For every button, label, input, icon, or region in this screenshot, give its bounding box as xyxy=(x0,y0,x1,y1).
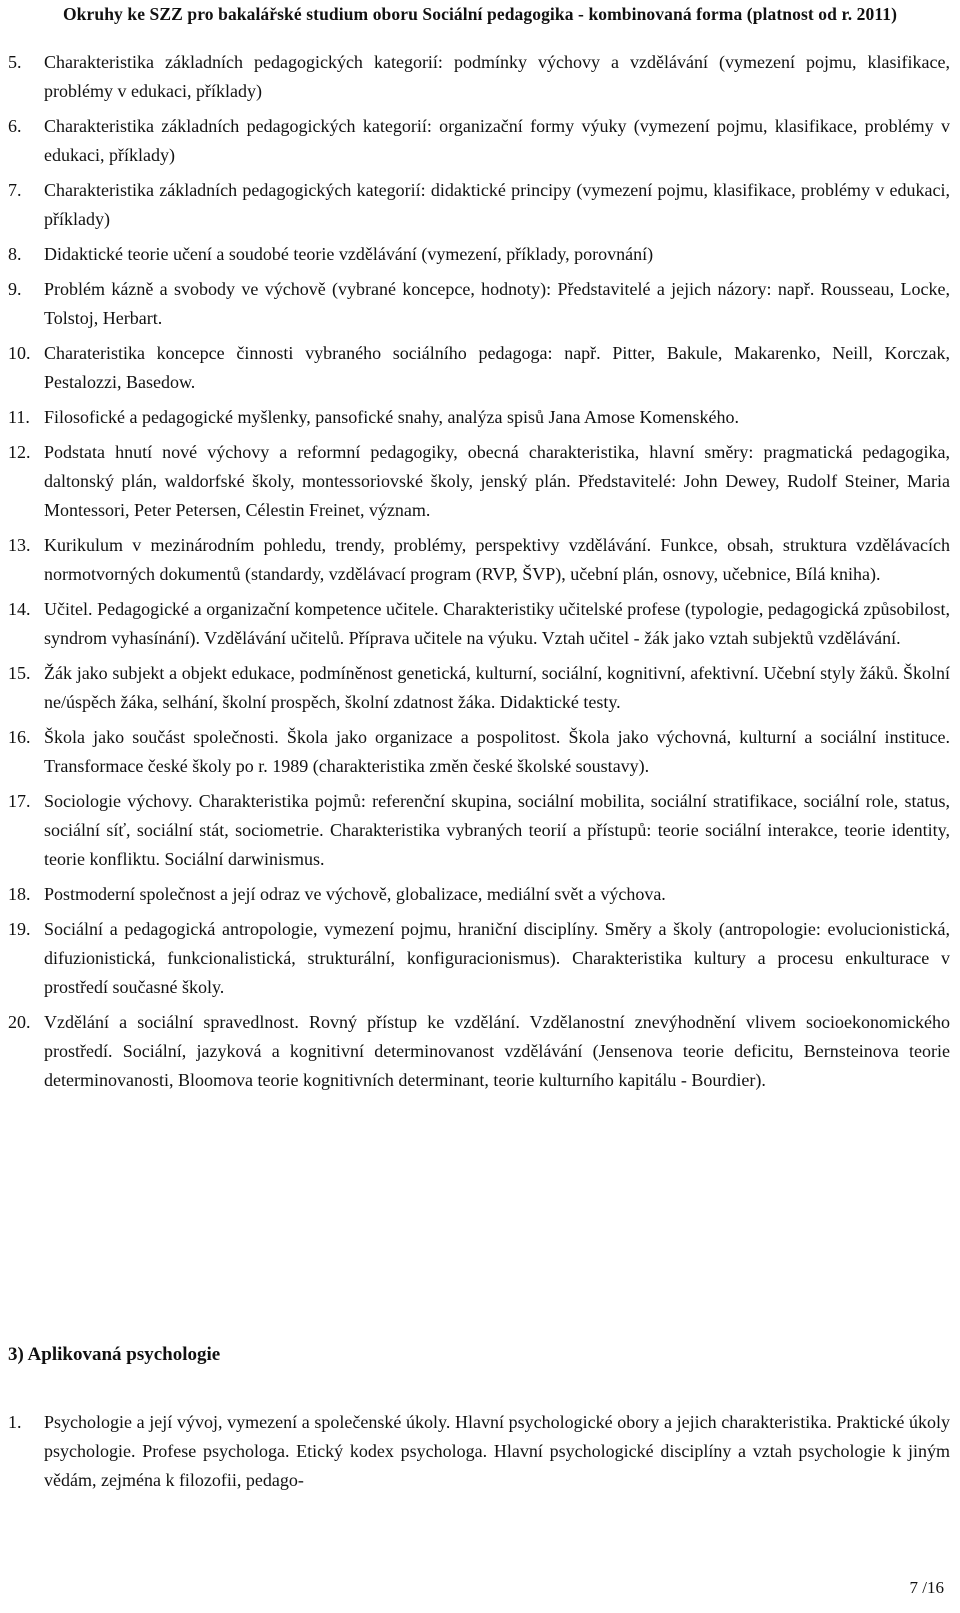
document-header: Okruhy ke SZZ pro bakalářské studium oboru Sociální pedagogika - kombinovaná forma (platnost od r. 2011) xyxy=(62,4,898,24)
item-text: Podstata hnutí nové výchovy a reformní pedagogiky, obecná charakteristika, hlavní směry: pragmatická pedagogika, daltonský plán, waldorfské školy, montessoriovské školy, jenský plán. Představitelé: John Dewey, Rudolf Steiner, Maria Montessori, Peter Petersen, Célestin Freinet, význam. xyxy=(44,442,950,520)
item-text: Sociologie výchovy. Charakteristika pojmů: referenční skupina, sociální mobilita, sociální stratifikace, sociální role, status, sociální síť, sociální stát, sociometrie. Charakteristika vybraných teorií a přístupů: teorie sociální interakce, teorie identity, teorie konfliktu. Sociální darwinismus. xyxy=(44,791,950,869)
list-item xyxy=(8,112,950,170)
item-text: Charateristika koncepce činnosti vybraného sociálního pedagoga: např. Pitter, Bakule, Makarenko, Neill, Korczak, Pestalozzi, Basedow. xyxy=(44,343,950,392)
item-text: Charakteristika základních pedagogických kategorií: organizační formy výuky (vymezení pojmu, klasifikace, problémy v edukaci, příklady) xyxy=(44,116,950,165)
item-number: 14. xyxy=(8,599,31,619)
item-number: 8. xyxy=(8,244,22,264)
list-item xyxy=(8,915,950,1002)
item-text: Psychologie a její vývoj, vymezení a společenské úkoly. Hlavní psychologické obory a jejich charakteristika. Praktické úkoly psychologie. Profese psychologa. Etický kodex psychologa. Hlavní psychologické disciplíny a vztah psychologie k jiným vědám, zejména k filozofii, pedago- xyxy=(44,1412,950,1490)
topic-list-psychology xyxy=(8,1408,950,1495)
item-number: 17. xyxy=(8,791,31,811)
item-text: Filosofické a pedagogické myšlenky, pansofické snahy, analýza spisů Jana Amose Komenského. xyxy=(44,407,739,427)
item-number: 15. xyxy=(8,663,31,683)
list-item xyxy=(8,595,950,653)
item-number: 19. xyxy=(8,919,31,939)
item-number: 12. xyxy=(8,442,31,462)
list-item xyxy=(8,48,950,106)
item-number: 1. xyxy=(8,1412,22,1432)
item-text: Sociální a pedagogická antropologie, vymezení pojmu, hraniční disciplíny. Směry a školy (antropologie: evolucionistická, difuzionistická, funkcionalistická, strukturální, konfiguracionismus). Charakteristika kultury a procesu enkulturace v prostředí současné školy. xyxy=(44,919,950,997)
list-item xyxy=(8,176,950,234)
item-text: Postmoderní společnost a její odraz ve výchově, globalizace, mediální svět a výchova. xyxy=(44,884,666,904)
topic-list-pedagogy xyxy=(8,48,950,1101)
list-item xyxy=(8,403,950,432)
item-text: Charakteristika základních pedagogických kategorií: didaktické principy (vymezení pojmu, klasifikace, problémy v edukaci, příklady) xyxy=(44,180,950,229)
section-heading: 3) Aplikovaná psychologie xyxy=(8,1344,221,1365)
item-text: Didaktické teorie učení a soudobé teorie vzdělávání (vymezení, příklady, porovnání) xyxy=(44,244,654,264)
list-item xyxy=(8,787,950,874)
item-number: 20. xyxy=(8,1012,31,1032)
item-text: Žák jako subjekt a objekt edukace, podmíněnost genetická, kulturní, sociální, kognitivní, afektivní. Učební styly žáků. Školní ne/úspěch žáka, selhání, školní prospěch, školní zdatnost žáka. Didaktické testy. xyxy=(44,663,950,712)
item-number: 18. xyxy=(8,884,31,904)
list-item xyxy=(8,240,950,269)
list-item xyxy=(8,438,950,525)
item-text: Škola jako součást společnosti. Škola jako organizace a pospolitost. Škola jako výchovná, kulturní a sociální instituce. Transformace české školy po r. 1989 (charakteristika změn české školské soustavy). xyxy=(44,727,950,776)
list-item xyxy=(8,723,950,781)
item-number: 10. xyxy=(8,343,31,363)
item-number: 9. xyxy=(8,279,22,299)
page-number: 7 /16 xyxy=(909,1578,944,1597)
list-item xyxy=(8,275,950,333)
item-number: 11. xyxy=(8,407,30,427)
list-item xyxy=(8,339,950,397)
item-number: 13. xyxy=(8,535,31,555)
item-text: Kurikulum v mezinárodním pohledu, trendy, problémy, perspektivy vzdělávání. Funkce, obsah, struktura vzdělávacích normotvorných dokumentů (standardy, vzdělávací program (RVP, ŠVP), učební plán, osnovy, učebnice, Bílá kniha). xyxy=(44,535,950,584)
list-item xyxy=(8,531,950,589)
list-item xyxy=(8,1008,950,1095)
item-text: Problém kázně a svobody ve výchově (vybrané koncepce, hodnoty): Představitelé a jejich názory: např. Rousseau, Locke, Tolstoj, Herbart. xyxy=(44,279,950,328)
item-number: 7. xyxy=(8,180,22,200)
list-item xyxy=(8,659,950,717)
item-number: 6. xyxy=(8,116,22,136)
list-item xyxy=(8,1408,950,1495)
item-text: Vzdělání a sociální spravedlnost. Rovný přístup ke vzdělání. Vzdělanostní znevýhodnění vlivem socioekonomického prostředí. Sociální, jazyková a kognitivní determinovanost vzdělávání (Jensenova teorie deficitu, Bernsteinova teorie determinovanosti, Bloomova teorie kognitivních determinant, teorie kulturního kapitálu - Bourdier). xyxy=(44,1012,950,1090)
item-number: 5. xyxy=(8,52,22,72)
list-item xyxy=(8,880,950,909)
item-text: Charakteristika základních pedagogických kategorií: podmínky výchovy a vzdělávání (vymezení pojmu, klasifikace, problémy v edukaci, příklady) xyxy=(44,52,950,101)
item-number: 16. xyxy=(8,727,31,747)
item-text: Učitel. Pedagogické a organizační kompetence učitele. Charakteristiky učitelské profese (typologie, pedagogická způsobilost, syndrom vyhasínání). Vzdělávání učitelů. Příprava učitele na výuku. Vztah učitel - žák jako vztah subjektů vzdělávání. xyxy=(44,599,950,648)
